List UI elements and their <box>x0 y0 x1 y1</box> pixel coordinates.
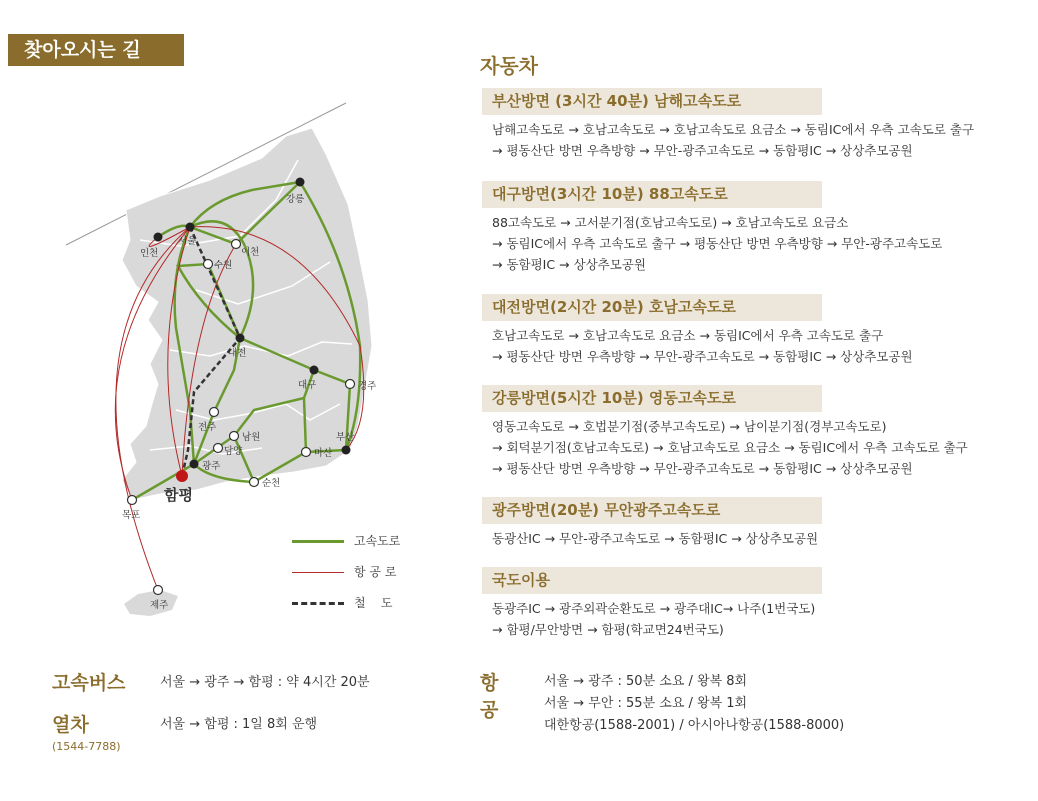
destination-label: 함평 <box>164 486 193 504</box>
train-phone: (1544-7788) <box>52 740 121 753</box>
route-line: → 평동산단 방면 우측방향 → 무안-광주고속도로 → 동함평IC → 상상추모공원 <box>492 143 913 158</box>
city-label: 강릉 <box>286 194 305 205</box>
city-label: 인천 <box>140 248 159 259</box>
legend-label: 철 도 <box>354 596 393 610</box>
city-label: 대구 <box>298 380 317 391</box>
route-line: 88고속도로 → 고서분기점(호남고속도로) → 호남고속도로 요금소 <box>492 215 849 230</box>
city-dot-busan <box>342 446 351 455</box>
route-heading: 대전방면(2시간 20분) 호남고속도로 <box>482 294 822 321</box>
city-label: 전주 <box>198 422 217 433</box>
city-label: 광주 <box>202 461 221 472</box>
air-label: 항공 <box>480 672 499 721</box>
city-label: 목포 <box>122 510 141 521</box>
page-title: 찾아오시는 길 <box>8 34 184 66</box>
air-lines <box>544 671 844 737</box>
destination-marker <box>176 470 188 482</box>
city-dot-gangneung <box>296 178 305 187</box>
city-label: 제주 <box>150 600 169 611</box>
legend-label: 항 공 로 <box>354 565 397 579</box>
route-line: 영동고속도로 → 호법분기점(중부고속도로) → 남이분기점(경부고속도로) <box>492 419 887 434</box>
legend-highway-swatch <box>292 540 344 543</box>
city-dot-jeonju <box>210 408 219 417</box>
city-dot-daegu <box>310 366 319 375</box>
route-line: 남해고속도로 → 호남고속도로 → 호남고속도로 요금소 → 동림IC에서 우측 고속도로 출구 <box>492 122 975 137</box>
route-heading: 강릉방면(5시간 10분) 영동고속도로 <box>482 385 822 412</box>
city-label: 담양 <box>224 446 243 457</box>
route-daegu <box>482 181 942 275</box>
city-label: 대전 <box>228 348 247 359</box>
route-busan <box>482 88 974 161</box>
route-gangneung <box>482 385 968 479</box>
route-line: → 회덕분기점(호남고속도로) → 호남고속도로 요금소 → 동림IC에서 우측 고속도로 출구 <box>492 440 968 455</box>
train-label: 열차 <box>52 714 89 736</box>
route-daejeon <box>482 294 913 367</box>
air-line: 서울 → 광주 : 50분 소요 / 왕복 8회 <box>544 674 748 689</box>
route-heading: 국도이용 <box>482 567 822 594</box>
route-line: → 함평/무안방면 → 함평(학교면24번국도) <box>492 622 724 637</box>
route-line: 동광주IC → 광주외곽순환도로 → 광주대IC→ 나주(1번국도) <box>492 601 816 616</box>
city-dot-namwon <box>230 432 239 441</box>
city-dot-gwangju <box>190 460 199 469</box>
route-line: → 평동산단 방면 우측방향 → 무안-광주고속도로 → 동함평IC → 상상추모공원 <box>492 349 913 364</box>
city-dot-gyeongju <box>346 380 355 389</box>
route-heading: 대구방면(3시간 10분) 88고속도로 <box>482 181 822 208</box>
city-dot-incheon <box>154 233 163 242</box>
city-dot-masan <box>302 448 311 457</box>
city-dot-daejeon <box>236 334 245 343</box>
route-national-road <box>482 567 822 640</box>
legend-rail-swatch <box>292 602 344 605</box>
city-label: 순천 <box>262 478 281 489</box>
city-dot-icheon <box>232 240 241 249</box>
car-section-title: 자동차 <box>480 54 538 78</box>
city-dot-suwon <box>204 260 213 269</box>
city-label: 부산 <box>336 432 355 443</box>
route-line: 호남고속도로 → 호남고속도로 요금소 → 동림IC에서 우측 고속도로 출구 <box>492 328 884 343</box>
legend-label: 고속도로 <box>354 534 401 548</box>
korea-landmass <box>122 128 372 500</box>
city-label: 경주 <box>358 381 377 392</box>
city-dot-mokpo <box>128 496 137 505</box>
route-line: → 동림IC에서 우측 고속도로 출구 → 평동산단 방면 우측방향 → 무안-광주고속도로 <box>492 236 943 251</box>
bus-text: 서울 → 광주 → 함평 : 약 4시간 20분 <box>160 675 370 690</box>
bus-label: 고속버스 <box>52 672 126 694</box>
city-label: 남원 <box>242 432 261 443</box>
city-dot-seoul <box>186 223 195 232</box>
air-line: 대한항공(1588-2001) / 아시아나항공(1588-8000) <box>544 718 845 733</box>
route-heading: 부산방면 (3시간 40분) 남해고속도로 <box>482 88 822 115</box>
route-heading: 광주방면(20분) 무안광주고속도로 <box>482 497 822 524</box>
city-label: 마산 <box>314 448 333 459</box>
route-gwangju <box>482 497 822 549</box>
train-text: 서울 → 함평 : 1일 8회 운행 <box>160 717 318 732</box>
city-label: 이천 <box>241 247 260 258</box>
city-dot-damyang <box>214 444 223 453</box>
city-label: 수원 <box>214 260 233 271</box>
legend-air-swatch <box>292 572 344 573</box>
city-dot-suncheon <box>250 478 259 487</box>
air-line: 서울 → 무안 : 55분 소요 / 왕복 1회 <box>544 696 748 711</box>
route-line: 동광산IC → 무안-광주고속도로 → 동함평IC → 상상추모공원 <box>492 531 819 546</box>
city-label: 서울 <box>178 236 197 247</box>
route-line: → 동함평IC → 상상추모공원 <box>492 257 646 272</box>
city-dot-jeju <box>154 586 163 595</box>
route-line: → 평동산단 방면 우측방향 → 무안-광주고속도로 → 동함평IC → 상상추모공원 <box>492 461 913 476</box>
